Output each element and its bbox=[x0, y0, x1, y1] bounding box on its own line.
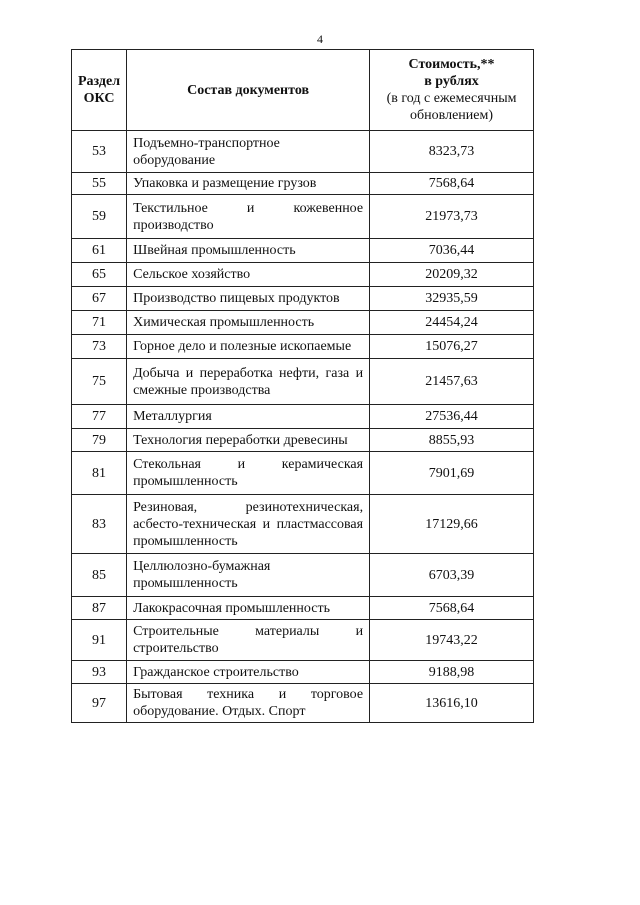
table-row bbox=[72, 554, 534, 597]
cost-cell: 21457,63 bbox=[370, 359, 534, 405]
section-cell: 53 bbox=[72, 131, 127, 173]
documents-cell: Химическая промышленность bbox=[127, 311, 370, 335]
cost-cell: 24454,24 bbox=[370, 311, 534, 335]
header-section: Раздел ОКС bbox=[72, 50, 127, 131]
section-cell: 97 bbox=[72, 684, 127, 723]
table-row bbox=[72, 131, 534, 173]
section-cell: 71 bbox=[72, 311, 127, 335]
table-row bbox=[72, 429, 534, 452]
documents-cell: Подъемно-транспортное оборудование bbox=[127, 131, 370, 173]
cost-cell: 9188,98 bbox=[370, 661, 534, 684]
header-documents: Состав документов bbox=[127, 50, 370, 131]
documents-cell: Добыча и переработка нефти, газа и смежные производства bbox=[127, 359, 370, 405]
header-cost-note: (в год с ежемесячным обновлением) bbox=[386, 91, 517, 123]
table-header-row bbox=[72, 50, 534, 131]
table-row bbox=[72, 620, 534, 661]
cost-cell: 15076,27 bbox=[370, 335, 534, 359]
cost-cell: 21973,73 bbox=[370, 195, 534, 239]
documents-cell: Бытовая техника и торговое оборудование. Отдых. Спорт bbox=[127, 684, 370, 723]
cost-cell: 32935,59 bbox=[370, 287, 534, 311]
table-row bbox=[72, 452, 534, 495]
section-cell: 81 bbox=[72, 452, 127, 495]
documents-cell: Гражданское строительство bbox=[127, 661, 370, 684]
header-cost bbox=[370, 50, 534, 131]
section-cell: 59 bbox=[72, 195, 127, 239]
cost-cell: 6703,39 bbox=[370, 554, 534, 597]
price-table bbox=[71, 49, 534, 723]
cost-cell: 7568,64 bbox=[370, 173, 534, 195]
section-cell: 75 bbox=[72, 359, 127, 405]
section-cell: 61 bbox=[72, 239, 127, 263]
table-row bbox=[72, 684, 534, 723]
cost-cell: 8855,93 bbox=[370, 429, 534, 452]
documents-cell: Швейная промышленность bbox=[127, 239, 370, 263]
cost-cell: 8323,73 bbox=[370, 131, 534, 173]
section-cell: 91 bbox=[72, 620, 127, 661]
table-row bbox=[72, 263, 534, 287]
header-cost-unit: в рублях bbox=[424, 74, 479, 89]
cost-cell: 7568,64 bbox=[370, 597, 534, 620]
table-row bbox=[72, 239, 534, 263]
page-number: 4 bbox=[317, 32, 323, 46]
documents-cell: Строительные материалы и строительство bbox=[127, 620, 370, 661]
cost-cell: 13616,10 bbox=[370, 684, 534, 723]
documents-cell: Упаковка и размещение грузов bbox=[127, 173, 370, 195]
documents-cell: Горное дело и полезные ископаемые bbox=[127, 335, 370, 359]
header-cost-title: Стоимость,** bbox=[408, 57, 495, 72]
section-cell: 77 bbox=[72, 405, 127, 429]
section-cell: 87 bbox=[72, 597, 127, 620]
documents-cell: Технология переработки древесины bbox=[127, 429, 370, 452]
cost-cell: 7036,44 bbox=[370, 239, 534, 263]
cost-cell: 7901,69 bbox=[370, 452, 534, 495]
table-row bbox=[72, 335, 534, 359]
table-row bbox=[72, 661, 534, 684]
table-row bbox=[72, 287, 534, 311]
section-cell: 79 bbox=[72, 429, 127, 452]
documents-cell: Металлургия bbox=[127, 405, 370, 429]
section-cell: 73 bbox=[72, 335, 127, 359]
documents-cell: Производство пищевых продуктов bbox=[127, 287, 370, 311]
table-row bbox=[72, 195, 534, 239]
documents-cell: Лакокрасочная промышленность bbox=[127, 597, 370, 620]
table-row bbox=[72, 173, 534, 195]
documents-cell: Сельское хозяйство bbox=[127, 263, 370, 287]
cost-cell: 19743,22 bbox=[370, 620, 534, 661]
table-row bbox=[72, 597, 534, 620]
documents-cell: Резиновая, резинотехническая, асбесто-техническая и пластмассовая промышленность bbox=[127, 495, 370, 554]
documents-cell: Целлюлозно-бумажная промышленность bbox=[127, 554, 370, 597]
documents-cell: Текстильное и кожевенное производство bbox=[127, 195, 370, 239]
table-row bbox=[72, 359, 534, 405]
documents-cell: Стекольная и керамическая промышленность bbox=[127, 452, 370, 495]
cost-cell: 17129,66 bbox=[370, 495, 534, 554]
section-cell: 67 bbox=[72, 287, 127, 311]
table-row bbox=[72, 311, 534, 335]
table-row bbox=[72, 405, 534, 429]
cost-cell: 20209,32 bbox=[370, 263, 534, 287]
cost-cell: 27536,44 bbox=[370, 405, 534, 429]
section-cell: 85 bbox=[72, 554, 127, 597]
section-cell: 83 bbox=[72, 495, 127, 554]
section-cell: 65 bbox=[72, 263, 127, 287]
section-cell: 55 bbox=[72, 173, 127, 195]
section-cell: 93 bbox=[72, 661, 127, 684]
table-row bbox=[72, 495, 534, 554]
